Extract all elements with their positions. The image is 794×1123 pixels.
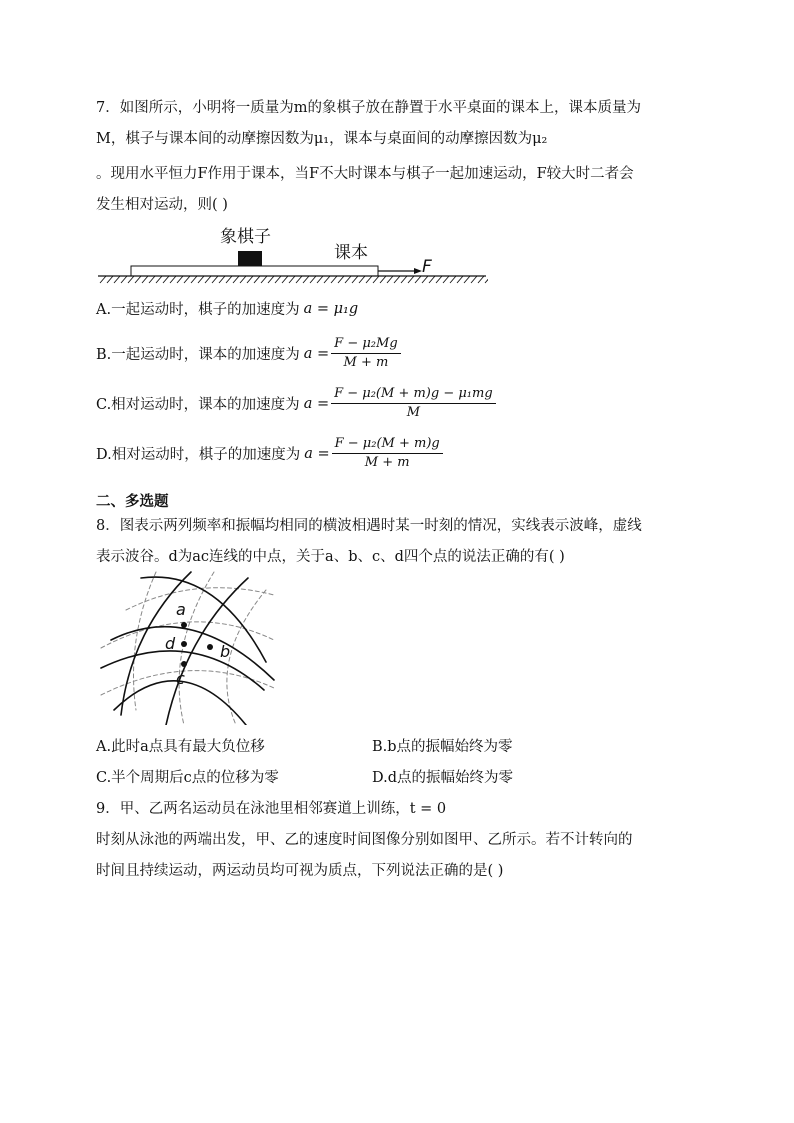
hatch-mark: [303, 276, 309, 283]
q7-line-2: M，棋子与课本间的动摩擦因数为μ₁，课本与桌面间的动摩擦因数为μ₂: [96, 131, 548, 147]
point-d-label: d: [165, 634, 176, 653]
crest-arc: [121, 572, 191, 715]
hatch-mark: [212, 276, 218, 283]
hatch-mark: [219, 276, 225, 283]
point-a-dot: [181, 622, 187, 628]
hatch-mark: [443, 276, 449, 283]
q7-option-d-numerator: F − μ₂(M + m)g: [332, 435, 443, 454]
hatch-mark: [352, 276, 358, 283]
q7-option-c-fraction: [331, 385, 496, 422]
q7-fig-force-label: F: [422, 257, 432, 277]
hatch-mark: [142, 276, 148, 283]
hatch-mark: [198, 276, 204, 283]
q7-option-a-expr: a = μ₁g: [303, 300, 359, 317]
hatch-mark: [408, 276, 414, 283]
q9-line-2: 时刻从泳池的两端出发，甲、乙的速度时间图像分别如图甲、乙所示。若不计转向的: [96, 832, 633, 848]
q7-fig-piece-label: 象棋子: [220, 227, 271, 247]
hatch-mark: [366, 276, 372, 283]
q7-option-b-text: B.一起运动时，课本的加速度为: [96, 347, 300, 363]
hatch-mark: [289, 276, 295, 283]
q7-option-d-text: D.相对运动时，棋子的加速度为: [96, 447, 301, 463]
hatch-mark: [191, 276, 197, 283]
hatch-mark: [163, 276, 169, 283]
q9-line-3: 时间且持续运动，两运动员均可视为质点，下列说法正确的是( ): [96, 863, 504, 879]
point-c-dot: [181, 661, 187, 667]
hatch-mark: [275, 276, 281, 283]
q7-option-c-lhs: a =: [303, 395, 330, 412]
hatch-mark: [226, 276, 232, 283]
q7-option-b-numerator: F − μ₂Mg: [331, 335, 400, 354]
q8-figure: [96, 570, 276, 725]
hatch-mark: [296, 276, 302, 283]
q7-fig-book-label: 课本: [334, 243, 368, 263]
q7-line-1: 7．如图所示，小明将一质量为m的象棋子放在静置于水平桌面的课本上，课本质量为: [96, 100, 641, 116]
hatch-mark: [478, 276, 484, 283]
hatch-mark: [457, 276, 463, 283]
hatch-mark: [394, 276, 400, 283]
hatch-mark: [121, 276, 127, 283]
q7-line-3: 。现用水平恒力F作用于课本，当F不大时课本与棋子一起加速运动，F较大时二者会: [96, 166, 634, 182]
section-title: 二、多选题: [96, 494, 169, 510]
q7-option-c-text: C.相对运动时，课本的加速度为: [96, 397, 300, 413]
q7-option-b-denominator: M + m: [343, 355, 389, 370]
table-hatching: [100, 276, 488, 283]
hatch-mark: [268, 276, 274, 283]
q7-option-b-fraction: [331, 335, 400, 372]
hatch-mark: [429, 276, 435, 283]
hatch-mark: [373, 276, 379, 283]
q7-option-b-lhs: a =: [303, 345, 330, 362]
hatch-mark: [331, 276, 337, 283]
q7-option-c[interactable]: [96, 385, 498, 422]
q7-option-d[interactable]: [96, 435, 445, 472]
point-a-label: a: [176, 600, 186, 619]
hatch-mark: [170, 276, 176, 283]
q8-line-2: 表示波谷。d为ac连线的中点，关于a、b、c、d四个点的说法正确的有( ): [96, 549, 565, 565]
q8-line-1: 8．图表示两列频率和振幅均相同的横波相遇时某一时刻的情况，实线表示波峰，虚线: [96, 518, 642, 534]
hatch-mark: [422, 276, 428, 283]
hatch-mark: [149, 276, 155, 283]
hatch-mark: [338, 276, 344, 283]
q8-option-d[interactable]: D.d点的振幅始终为零: [372, 770, 513, 786]
hatch-mark: [324, 276, 330, 283]
hatch-mark: [254, 276, 260, 283]
point-d-dot: [181, 641, 187, 647]
hatch-mark: [247, 276, 253, 283]
hatch-mark: [471, 276, 477, 283]
hatch-mark: [310, 276, 316, 283]
hatch-mark: [317, 276, 323, 283]
hatch-mark: [359, 276, 365, 283]
q7-option-d-fraction: [332, 435, 443, 472]
q9-line-1: 9．甲、乙两名运动员在泳池里相邻赛道上训练，t = 0: [96, 801, 447, 817]
trough-lines: [101, 572, 274, 725]
hatch-mark: [135, 276, 141, 283]
hatch-mark: [485, 276, 488, 283]
point-b-label: b: [220, 642, 231, 661]
trough-arc: [134, 572, 157, 710]
hatch-mark: [415, 276, 421, 283]
trough-arc: [101, 622, 274, 648]
hatch-mark: [387, 276, 393, 283]
q7-figure: [96, 222, 488, 284]
hatch-mark: [345, 276, 351, 283]
hatch-mark: [205, 276, 211, 283]
crest-lines: [101, 572, 274, 725]
force-arrow-head: [414, 268, 422, 274]
q7-option-c-numerator: F − μ₂(M + m)g − μ₁mg: [331, 385, 496, 404]
hatch-mark: [450, 276, 456, 283]
chess-piece: [238, 251, 262, 266]
hatch-mark: [156, 276, 162, 283]
hatch-mark: [380, 276, 386, 283]
hatch-mark: [107, 276, 113, 283]
hatch-mark: [401, 276, 407, 283]
point-b-dot: [207, 644, 213, 650]
q7-line-4: 发生相对运动，则( ): [96, 197, 228, 213]
hatch-mark: [100, 276, 106, 283]
q7-option-c-denominator: M: [406, 405, 421, 420]
hatch-mark: [436, 276, 442, 283]
q8-option-a[interactable]: A.此时a点具有最大负位移: [96, 739, 265, 755]
hatch-mark: [233, 276, 239, 283]
hatch-mark: [464, 276, 470, 283]
q8-option-b[interactable]: B.b点的振幅始终为零: [372, 739, 513, 755]
q7-option-d-lhs: a =: [304, 445, 330, 462]
crest-arc: [141, 577, 266, 662]
textbook: [131, 266, 378, 276]
hatch-mark: [261, 276, 267, 283]
hatch-mark: [282, 276, 288, 283]
point-c-label: c: [176, 669, 185, 688]
q8-option-c[interactable]: C.半个周期后c点的位移为零: [96, 770, 279, 786]
q7-option-d-denominator: M + m: [364, 455, 410, 470]
q7-option-a-text: A.一起运动时，棋子的加速度为: [96, 302, 300, 318]
hatch-mark: [177, 276, 183, 283]
hatch-mark: [114, 276, 120, 283]
hatch-mark: [128, 276, 134, 283]
q7-option-a[interactable]: [96, 298, 358, 319]
hatch-mark: [240, 276, 246, 283]
hatch-mark: [184, 276, 190, 283]
q7-option-b[interactable]: [96, 335, 403, 372]
